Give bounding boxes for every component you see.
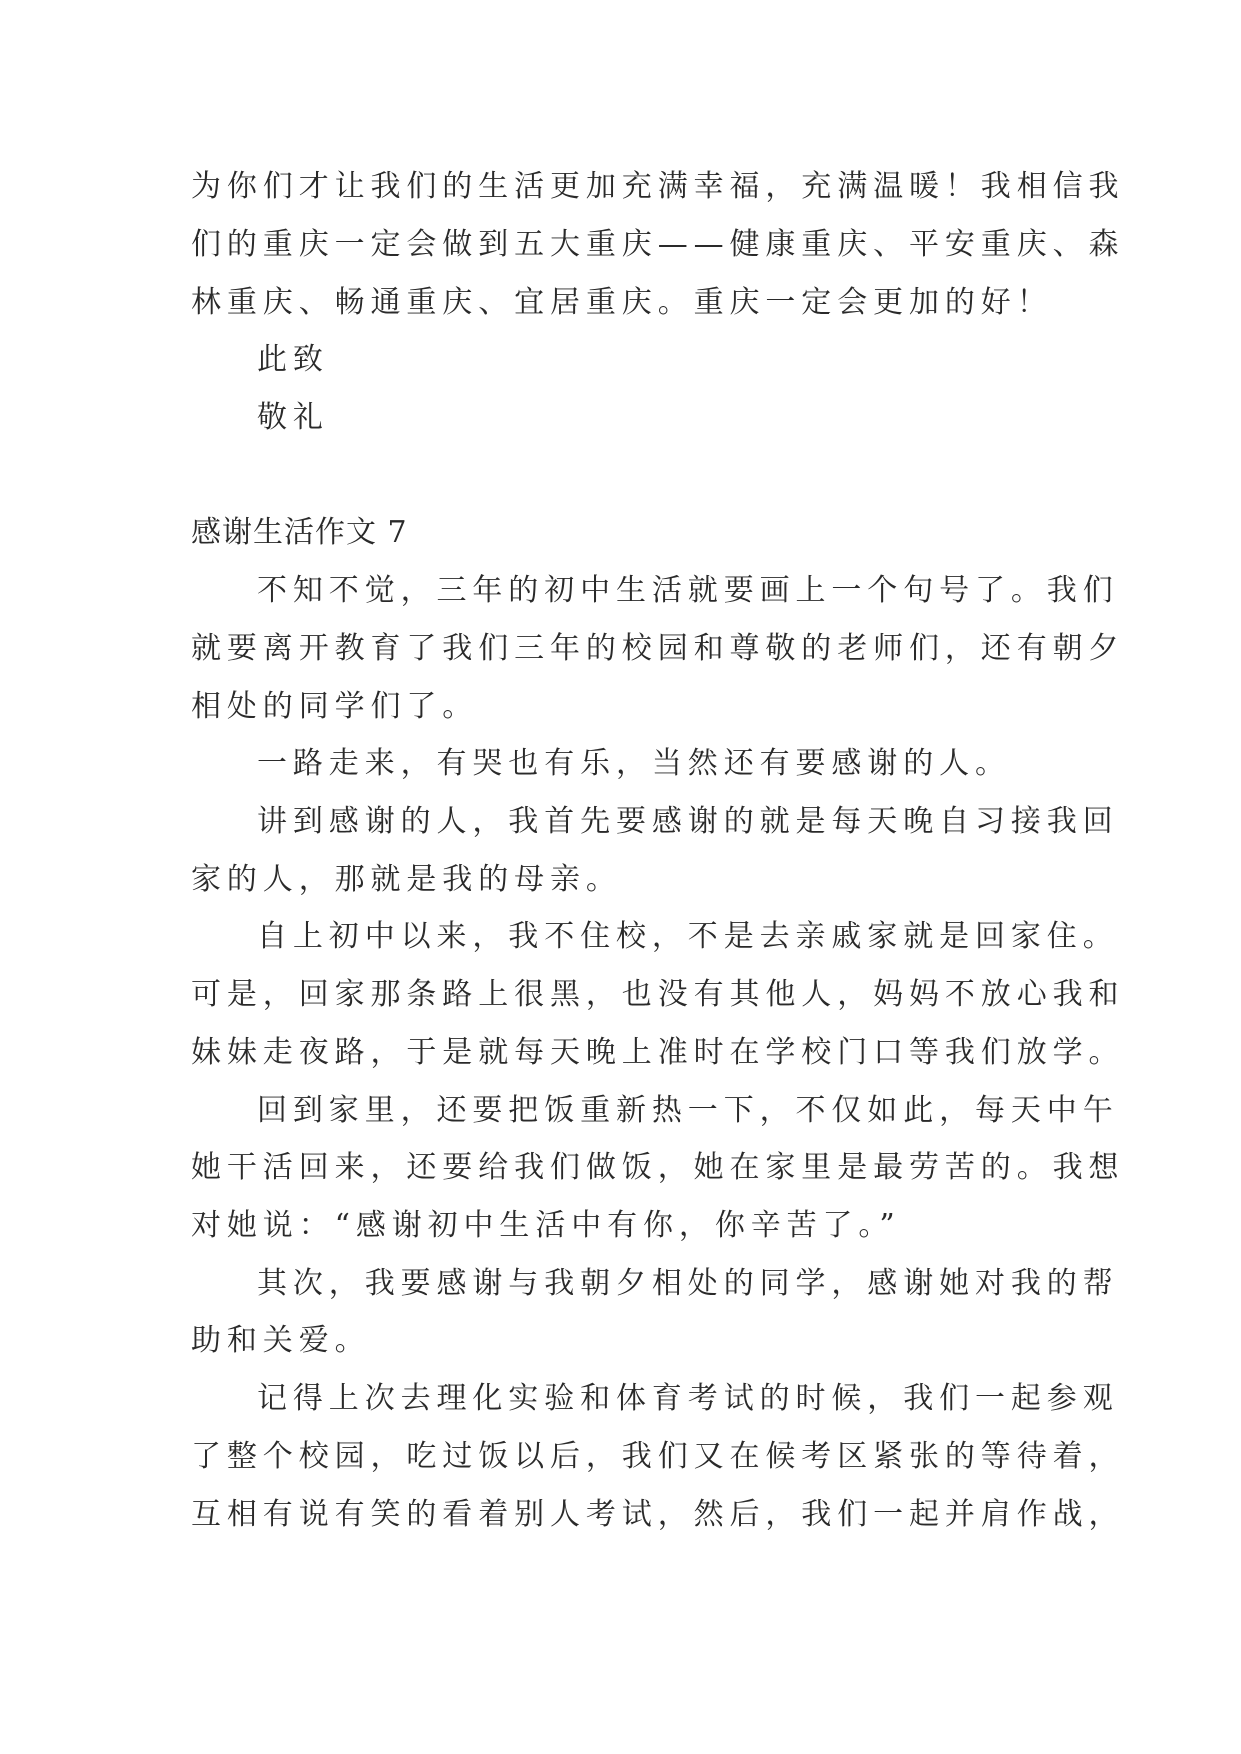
paragraph-line: 自上初中以来，我不住校，不是去亲戚家就是回家住。 <box>257 919 1119 954</box>
closing-regards: 敬礼 <box>257 400 329 435</box>
paragraph-line: 林重庆、畅通重庆、宜居重庆。重庆一定会更加的好！ <box>191 285 1053 320</box>
paragraph-line: 她干活回来，还要给我们做饭，她在家里是最劳苦的。我想 <box>191 1150 1125 1185</box>
paragraph-line: 可是，回家那条路上很黑，也没有其他人，妈妈不放心我和 <box>191 977 1125 1012</box>
paragraph-line: 相处的同学们了。 <box>191 689 479 724</box>
paragraph-line: 不知不觉，三年的初中生活就要画上一个句号了。我们 <box>257 573 1119 608</box>
closing-salutation: 此致 <box>257 342 329 377</box>
section-title: 感谢生活作文 7 <box>191 515 408 550</box>
paragraph-line: 为你们才让我们的生活更加充满幸福，充满温暖！我相信我 <box>191 169 1125 204</box>
paragraph-line: 回到家里，还要把饭重新热一下，不仅如此，每天中午 <box>257 1093 1119 1128</box>
paragraph-line: 们的重庆一定会做到五大重庆——健康重庆、平安重庆、森 <box>191 227 1125 262</box>
paragraph-line: 讲到感谢的人，我首先要感谢的就是每天晚自习接我回 <box>257 804 1119 839</box>
paragraph-line: 妹妹走夜路，于是就每天晚上准时在学校门口等我们放学。 <box>191 1035 1125 1070</box>
paragraph-line: 对她说：“感谢初中生活中有你，你辛苦了。” <box>191 1208 901 1243</box>
paragraph-line: 家的人，那就是我的母亲。 <box>191 862 622 897</box>
paragraph-line: 其次，我要感谢与我朝夕相处的同学，感谢她对我的帮 <box>257 1266 1119 1301</box>
paragraph-line: 记得上次去理化实验和体育考试的时候，我们一起参观 <box>257 1381 1119 1416</box>
paragraph-line: 互相有说有笑的看着别人考试，然后，我们一起并肩作战， <box>191 1497 1125 1532</box>
paragraph-line: 就要离开教育了我们三年的校园和尊敬的老师们，还有朝夕 <box>191 631 1125 666</box>
paragraph-line: 一路走来，有哭也有乐，当然还有要感谢的人。 <box>257 746 1011 781</box>
paragraph-line: 了整个校园，吃过饭以后，我们又在候考区紧张的等待着， <box>191 1439 1125 1474</box>
paragraph-line: 助和关爱。 <box>191 1323 371 1358</box>
